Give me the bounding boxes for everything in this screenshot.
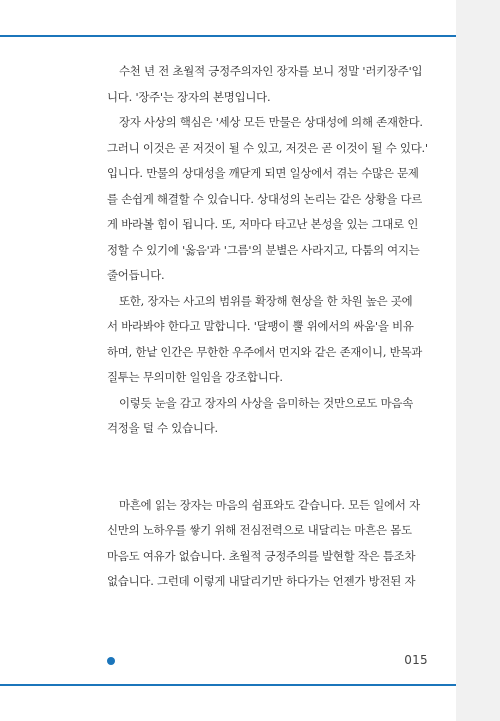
- text-line: 이렇듯 눈을 감고 장자의 사상을 음미하는 것만으로도 마음속: [119, 395, 414, 410]
- text-line: 수천 년 전 초월적 긍정주의자인 장자를 보니 정말 '러키장주'입: [119, 64, 423, 78]
- text-line: 질투는 무의미한 일임을 강조합니다.: [107, 370, 283, 384]
- text-line: 신만의 노하우를 쌓기 위해 전심전력으로 내달리는 마흔은 몸도: [107, 523, 412, 537]
- text-line: 하며, 한낱 인간은 무한한 우주에서 먼지와 같은 존재이니, 반목과: [107, 344, 423, 359]
- text-line: 그러니 이것은 곧 저것이 될 수 있고, 저것은 곧 이것이 될 수 있다.': [107, 140, 428, 155]
- text-line: 서 바라봐야 한다고 말합니다. '달팽이 뿔 위에서의 싸움'을 비유: [107, 319, 414, 333]
- text-line: 장자 사상의 핵심은 '세상 모든 만물은 상대성에 의해 존재한다.: [119, 115, 423, 129]
- text-line: 게 바라볼 힘이 됩니다. 또, 저마다 타고난 본성을 있는 그대로 인: [107, 217, 419, 231]
- text-line: 정할 수 있기에 '옳음'과 '그름'의 분별은 사라지고, 다툼의 여지는: [107, 242, 420, 257]
- text-line: 입니다. 만물의 상대성을 깨닫게 되면 일상에서 겪는 수많은 문제: [107, 166, 419, 180]
- bottom-rule: [0, 684, 456, 686]
- paragraph-gap: [107, 442, 427, 468]
- page-number: 015: [404, 653, 428, 667]
- footer-dot: [107, 657, 115, 665]
- text-line: 없습니다. 그런데 이렇게 내달리기만 하다가는 언젠가 방전된 자: [107, 574, 416, 588]
- text-line: 또한, 장자는 사고의 범위를 확장해 현상을 한 차원 높은 곳에: [119, 293, 413, 308]
- text-line: 마음도 여유가 없습니다. 초월적 긍정주의를 발현할 작은 틈조차: [107, 548, 416, 563]
- paragraph-gap: [107, 467, 427, 493]
- body-text: [107, 59, 427, 595]
- text-line: 니다. '장주'는 장자의 본명입니다.: [107, 89, 271, 104]
- top-rule: [0, 35, 456, 37]
- text-line: 걱정을 덜 수 있습니다.: [107, 421, 218, 435]
- text-line: 줄어듭니다.: [107, 268, 165, 282]
- text-line: 마흔에 읽는 장자는 마음의 쉼표와도 같습니다. 모든 일에서 자: [119, 497, 420, 512]
- text-line: 를 손쉽게 해결할 수 있습니다. 상대성의 논리는 같은 상황을 다르: [107, 191, 423, 206]
